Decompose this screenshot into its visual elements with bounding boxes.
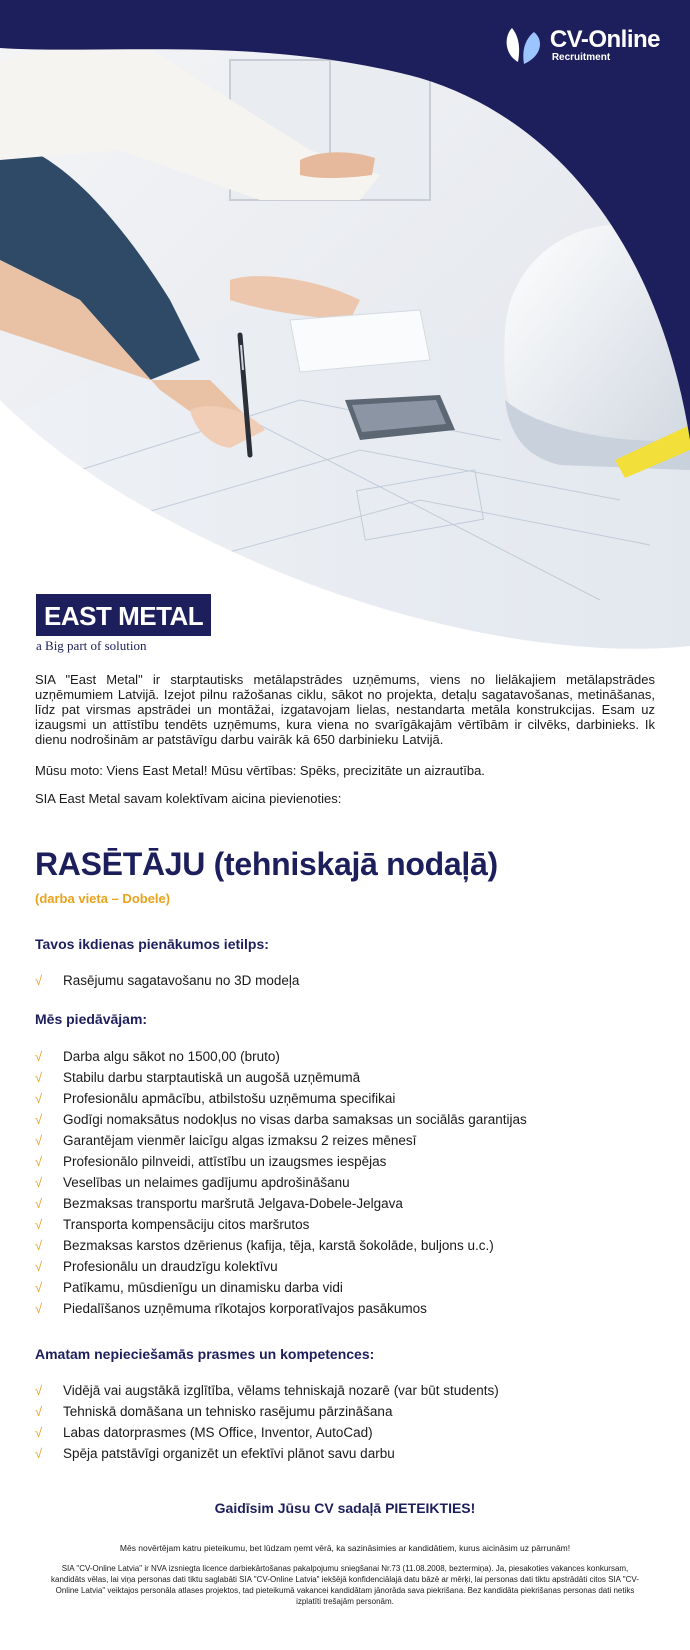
checkmark-icon: √: [35, 973, 43, 988]
checkmark-icon: √: [35, 1133, 43, 1148]
list-item: [35, 1046, 655, 1067]
list-item-text: Garantējam vienmēr laicīgu algas izmaksu 2 reizes mēnesī: [63, 1133, 417, 1148]
skills-heading: Amatam nepieciešamās prasmes un kompetences:: [35, 1346, 375, 1362]
intro-section: [35, 672, 655, 806]
offer-heading: Mēs piedāvājam:: [35, 1011, 148, 1027]
checkmark-icon: √: [35, 1446, 43, 1461]
job-location: (darba vieta – Dobele): [35, 891, 171, 906]
list-item: [35, 970, 655, 991]
intro-paragraph: SIA "East Metal" ir starptautisks metālapstrādes uzņēmums, viens no lielākajiem metālapstrādes uzņēmumiem Latvijā. Izejot pilnu ražošanas ciklu, sākot no projekta, detaļu sagatavošanas, metināšanas, līdz pat virsmas apstrādei un montāžai, izgatavojam lielas, nestandarta metāla konstrukcijas. Esam uz izaugsmi un attīstību tendēts uzņēmums, kura viena no svarīgākajām vērtībām ir cilvēks, darbinieks. Ik dienu nodrošinām ar patstāvīgu darbu vairāk kā 650 darbinieku Latvijā.: [35, 672, 655, 747]
checkmark-icon: √: [35, 1154, 43, 1169]
checkmark-icon: √: [35, 1091, 43, 1106]
checkmark-icon: √: [35, 1404, 43, 1419]
list-item: [35, 1235, 655, 1256]
list-item: [35, 1298, 655, 1319]
checkmark-icon: √: [35, 1196, 43, 1211]
list-item: [35, 1277, 655, 1298]
list-item-text: Bezmaksas karstos dzērienus (kafija, tēja, karstā šokolāde, buljons u.c.): [63, 1238, 494, 1253]
list-item: [35, 1130, 655, 1151]
list-item-text: Tehniskā domāšana un tehnisko rasējumu pārzināšana: [63, 1404, 393, 1419]
offer-list: [35, 1046, 655, 1319]
checkmark-icon: √: [35, 1175, 43, 1190]
cv-online-logo[interactable]: [502, 26, 660, 66]
duties-heading: Tavos ikdienas pienākumos ietilps:: [35, 936, 269, 952]
list-item-text: Godīgi nomaksātus nodokļus no visas darba samaksas un sociālās garantijas: [63, 1112, 527, 1127]
list-item-text: Veselības un nelaimes gadījumu apdrošināšanu: [63, 1175, 350, 1190]
hero-banner: [0, 0, 690, 650]
checkmark-icon: √: [35, 1383, 43, 1398]
list-item-text: Profesionālo pilnveidi, attīstību un izaugsmes iespējas: [63, 1154, 387, 1169]
list-item: [35, 1422, 655, 1443]
checkmark-icon: √: [35, 1425, 43, 1440]
list-item: [35, 1172, 655, 1193]
checkmark-icon: √: [35, 1217, 43, 1232]
checkmark-icon: √: [35, 1259, 43, 1274]
list-item-text: Spēja patstāvīgi organizēt un efektīvi plānot savu darbu: [63, 1446, 395, 1461]
checkmark-icon: √: [35, 1049, 43, 1064]
list-item: [35, 1401, 655, 1422]
list-item: [35, 1109, 655, 1130]
checkmark-icon: √: [35, 1112, 43, 1127]
list-item-text: Labas datorprasmes (MS Office, Inventor, AutoCad): [63, 1425, 373, 1440]
list-item: [35, 1151, 655, 1172]
list-item: [35, 1256, 655, 1277]
list-item-text: Transporta kompensāciju citos maršrutos: [63, 1217, 310, 1232]
brand-subtitle: Recruitment: [551, 52, 611, 63]
checkmark-icon: √: [35, 1238, 43, 1253]
duties-list: [35, 970, 655, 991]
list-item-text: Vidējā vai augstākā izglītība, vēlams tehniskajā nozarē (var būt students): [63, 1383, 499, 1398]
list-item: [35, 1380, 655, 1401]
hero-illustration: [0, 0, 690, 650]
apply-call-to-action: Gaidīsim Jūsu CV sadaļā PIETEIKTIES!: [214, 1500, 476, 1516]
list-item: [35, 1067, 655, 1088]
footer-legal: SIA "CV-Online Latvia" ir NVA izsniegta licence darbiekārtošanas pakalpojumu sniegšanai Nr.73 (11.08.2008, beztermiņa). Ja, piesakoties vakances konkursam, kandidāts vēlas, lai viņa personas dati tiktu saglabāti SIA "CV-Online Latvia" iekšējā konfidenciālajā datu bāzē ar mērķi, lai personas dati tiktu apstrādāti citos SIA "CV-Online Latvia" veiktajos personāla atlases projektos, tad pieteikumā vakancei kandidātam jānorāda sava piekrišana. Bez kandidāta piekrišanas personas dati netiks izplatīti trešajām personām.: [51, 1564, 639, 1606]
list-item-text: Profesionālu apmācību, atbilstošu uzņēmuma specifikai: [63, 1091, 396, 1106]
list-item-text: Profesionālu un draudzīgu kolektīvu: [63, 1259, 278, 1274]
cv-online-leaf-icon: [502, 26, 546, 66]
east-metal-tagline: a Big part of solution: [36, 638, 147, 653]
brand-name: CV-Online: [549, 26, 660, 53]
list-item-text: Stabilu darbu starptautiskā un augošā uzņēmumā: [63, 1070, 361, 1085]
job-title: RASĒTĀJU (tehniskajā nodaļā): [35, 846, 498, 882]
east-metal-logo: [36, 594, 211, 654]
east-metal-wordmark: EAST METAL: [36, 594, 211, 636]
checkmark-icon: √: [35, 1070, 43, 1085]
list-item-text: Patīkamu, mūsdienīgu un dinamisku darba vidi: [63, 1280, 343, 1295]
list-item-text: Rasējumu sagatavošanu no 3D modeļa: [63, 973, 300, 988]
checkmark-icon: √: [35, 1280, 43, 1295]
list-item: [35, 1088, 655, 1109]
list-item: [35, 1193, 655, 1214]
list-item-text: Piedalīšanos uzņēmuma rīkotajos korporatīvajos pasākumos: [63, 1301, 427, 1316]
invite-line: SIA East Metal savam kolektīvam aicina pievienoties:: [35, 791, 342, 806]
skills-list: [35, 1380, 655, 1464]
footer-notice: Mēs novērtējam katru pieteikumu, bet lūdzam ņemt vērā, ka sazināsimies ar kandidātiem, kurus aicināsim uz pārrunām!: [119, 1543, 571, 1553]
motto-line: Mūsu moto: Viens East Metal! Mūsu vērtības: Spēks, precizitāte un aizrautība.: [35, 763, 485, 778]
list-item: [35, 1214, 655, 1235]
list-item-text: Darba algu sākot no 1500,00 (bruto): [63, 1049, 280, 1064]
checkmark-icon: √: [35, 1301, 43, 1316]
list-item-text: Bezmaksas transportu maršrutā Jelgava-Dobele-Jelgava: [63, 1196, 403, 1211]
list-item: [35, 1443, 655, 1464]
